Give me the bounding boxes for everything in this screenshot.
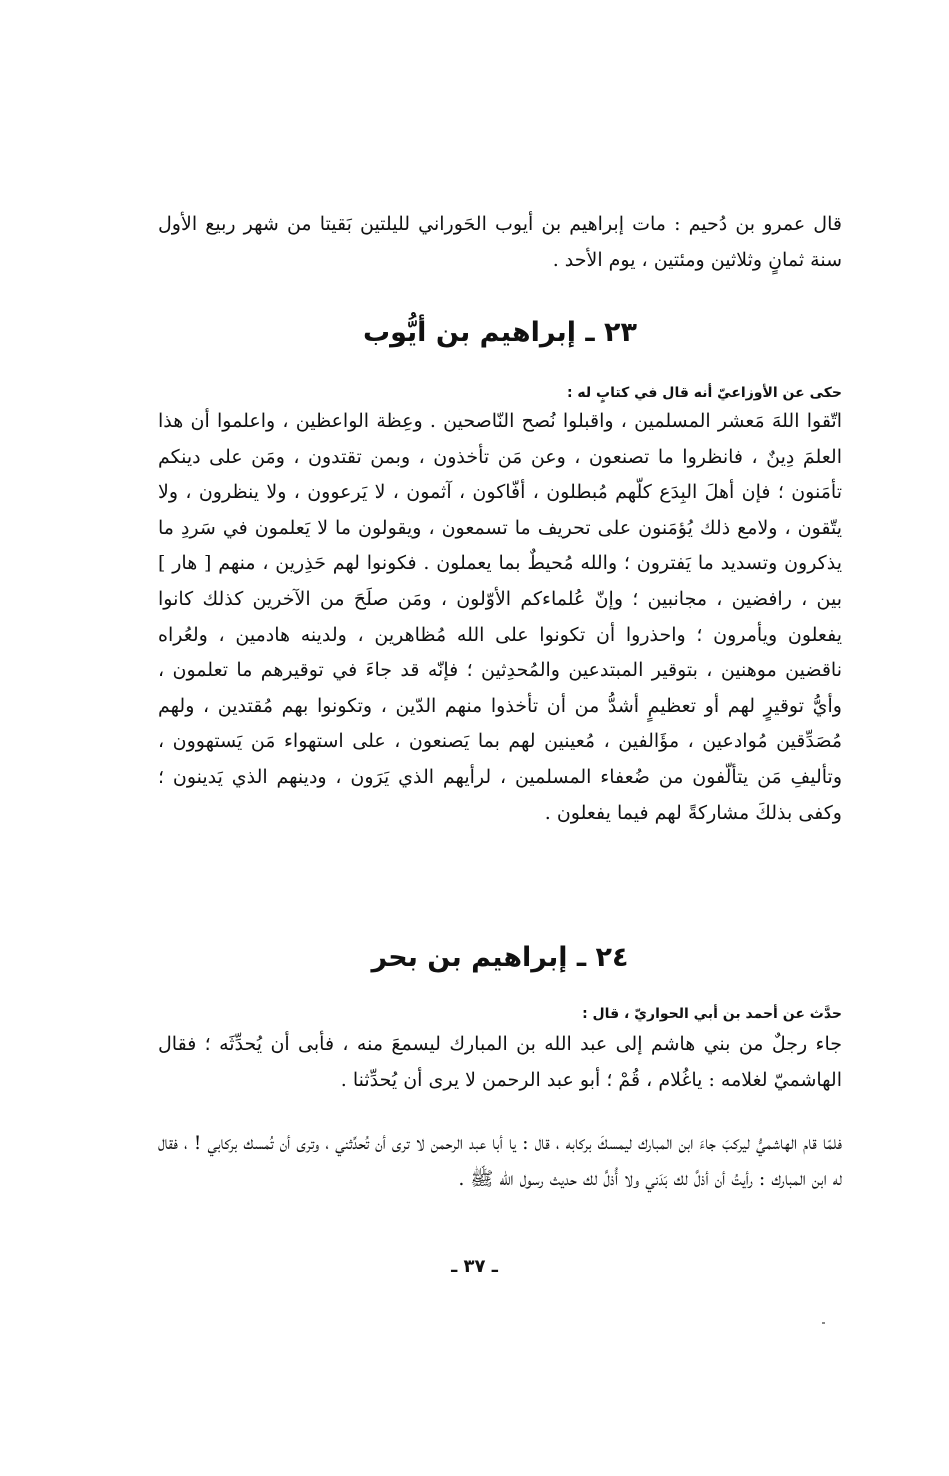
intro-paragraph: قال عمرو بن دُحيم : مات إبراهيم بن أيوب الحَوراني لليلتين بَقيتا من شهر ربيع الأول سنة ثمانٍ وثلاثين ومئتين ، يوم الأحد . [158,213,842,271]
section-24-paragraph-2: فلمّا قام الهاشميُّ ليركبَ جاءَ ابن المبارك ليمسكَ بركابه ، قال : يا أبا عبد الرحمن لا ترى أن تُحدِّثني ، وترى أن تُمسك بركابي ! ، فقال له ابن المبارك : رأيتُ أن أذلَّ لك بَدَني ولا أُذلَّ لك حديث رسول الله ﷺ . [158,1132,842,1190]
section-24-paragraph-1: جاء رجلٌ من بني هاشم إلى عبد الله بن المبارك ليسمعَ منه ، فأبى أن يُحدِّثَه ؛ فقال الهاشميّ لغلامه : ياغُلام ، قُمْ ؛ أبو عبد الرحمن لا يرى أن يُحدِّثنا . [158,1033,842,1091]
page-number: ـ ٣٧ ـ [451,1256,498,1277]
section-23-attribution: حكى عن الأوزاعيّ أنه قال في كتابٍ له : [566,385,842,401]
scan-speck [822,1322,825,1324]
section-23-paragraph: اتّقوا اللهَ مَعشر المسلمين ، واقبلوا نُصح النّاصحين . وعِظة الواعظين ، واعلموا أن هذا العلمَ دِينٌ ، فانظروا ما تصنعون ، وعن مَن تأخذون ، وبمن تقتدون ، ومَن على دينكم تأمَنون ؛ فإن أهلَ البِدَع كلّهم مُبطلون ، أفّاكون ، آثمون ، لا يَرعوون ، ولا ينظرون ، ولا يتّقون ، ولامع ذلك يُؤمَنون على تحريف ما تسمعون ، ويقولون ما لا يَعلمون في سَردِ ما يذكرون وتسديد ما يَفترون ؛ والله مُحيطٌ بما يعملون . فكونوا لهم حَذِرين ، منهم [ هار ] بين ، رافضين ، مجانبين ؛ وإنّ عُلماءكم الأوّلون ، ومَن صلَحَ من الآخرين كذلك كانوا يفعلون ويأمرون ؛ واحذروا أن تكونوا على الله مُظاهرين ، ولدينه هادمين ، ولعُراه ناقضين موهنين ، بتوقير المبتدعين والمُحدِثين ؛ فإنّه قد جاءَ في توقيرهم ما تعلمون ، وأيُّ توقيرٍ لهم أو تعظيمٍ أشدُّ من أن تأخذوا منهم الدّين ، وتكونوا بهم مُقتدين ، ولهم مُصَدِّقين مُوادعين ، مؤَالفين ، مُعينين لهم بما يَصنعون ، على استهواء مَن يَستهوون ، وتأليفِ مَن يتألّفون من ضُعفاء المسلمين ، لرأيهم الذي يَرَون ، ودينهم الذي يَدينون ؛ وكفى بذلكَ مشاركةً لهم فيما يفعلون . [158,410,842,824]
section-23-heading: ٢٣ ـ إبراهيم بن أيُّوب [362,317,638,348]
section-24-attribution: حدَّث عن أحمد بن أبي الحواريّ ، قال : [582,1006,842,1022]
section-24-heading: ٢٤ ـ إبراهيم بن بحر [371,942,629,973]
